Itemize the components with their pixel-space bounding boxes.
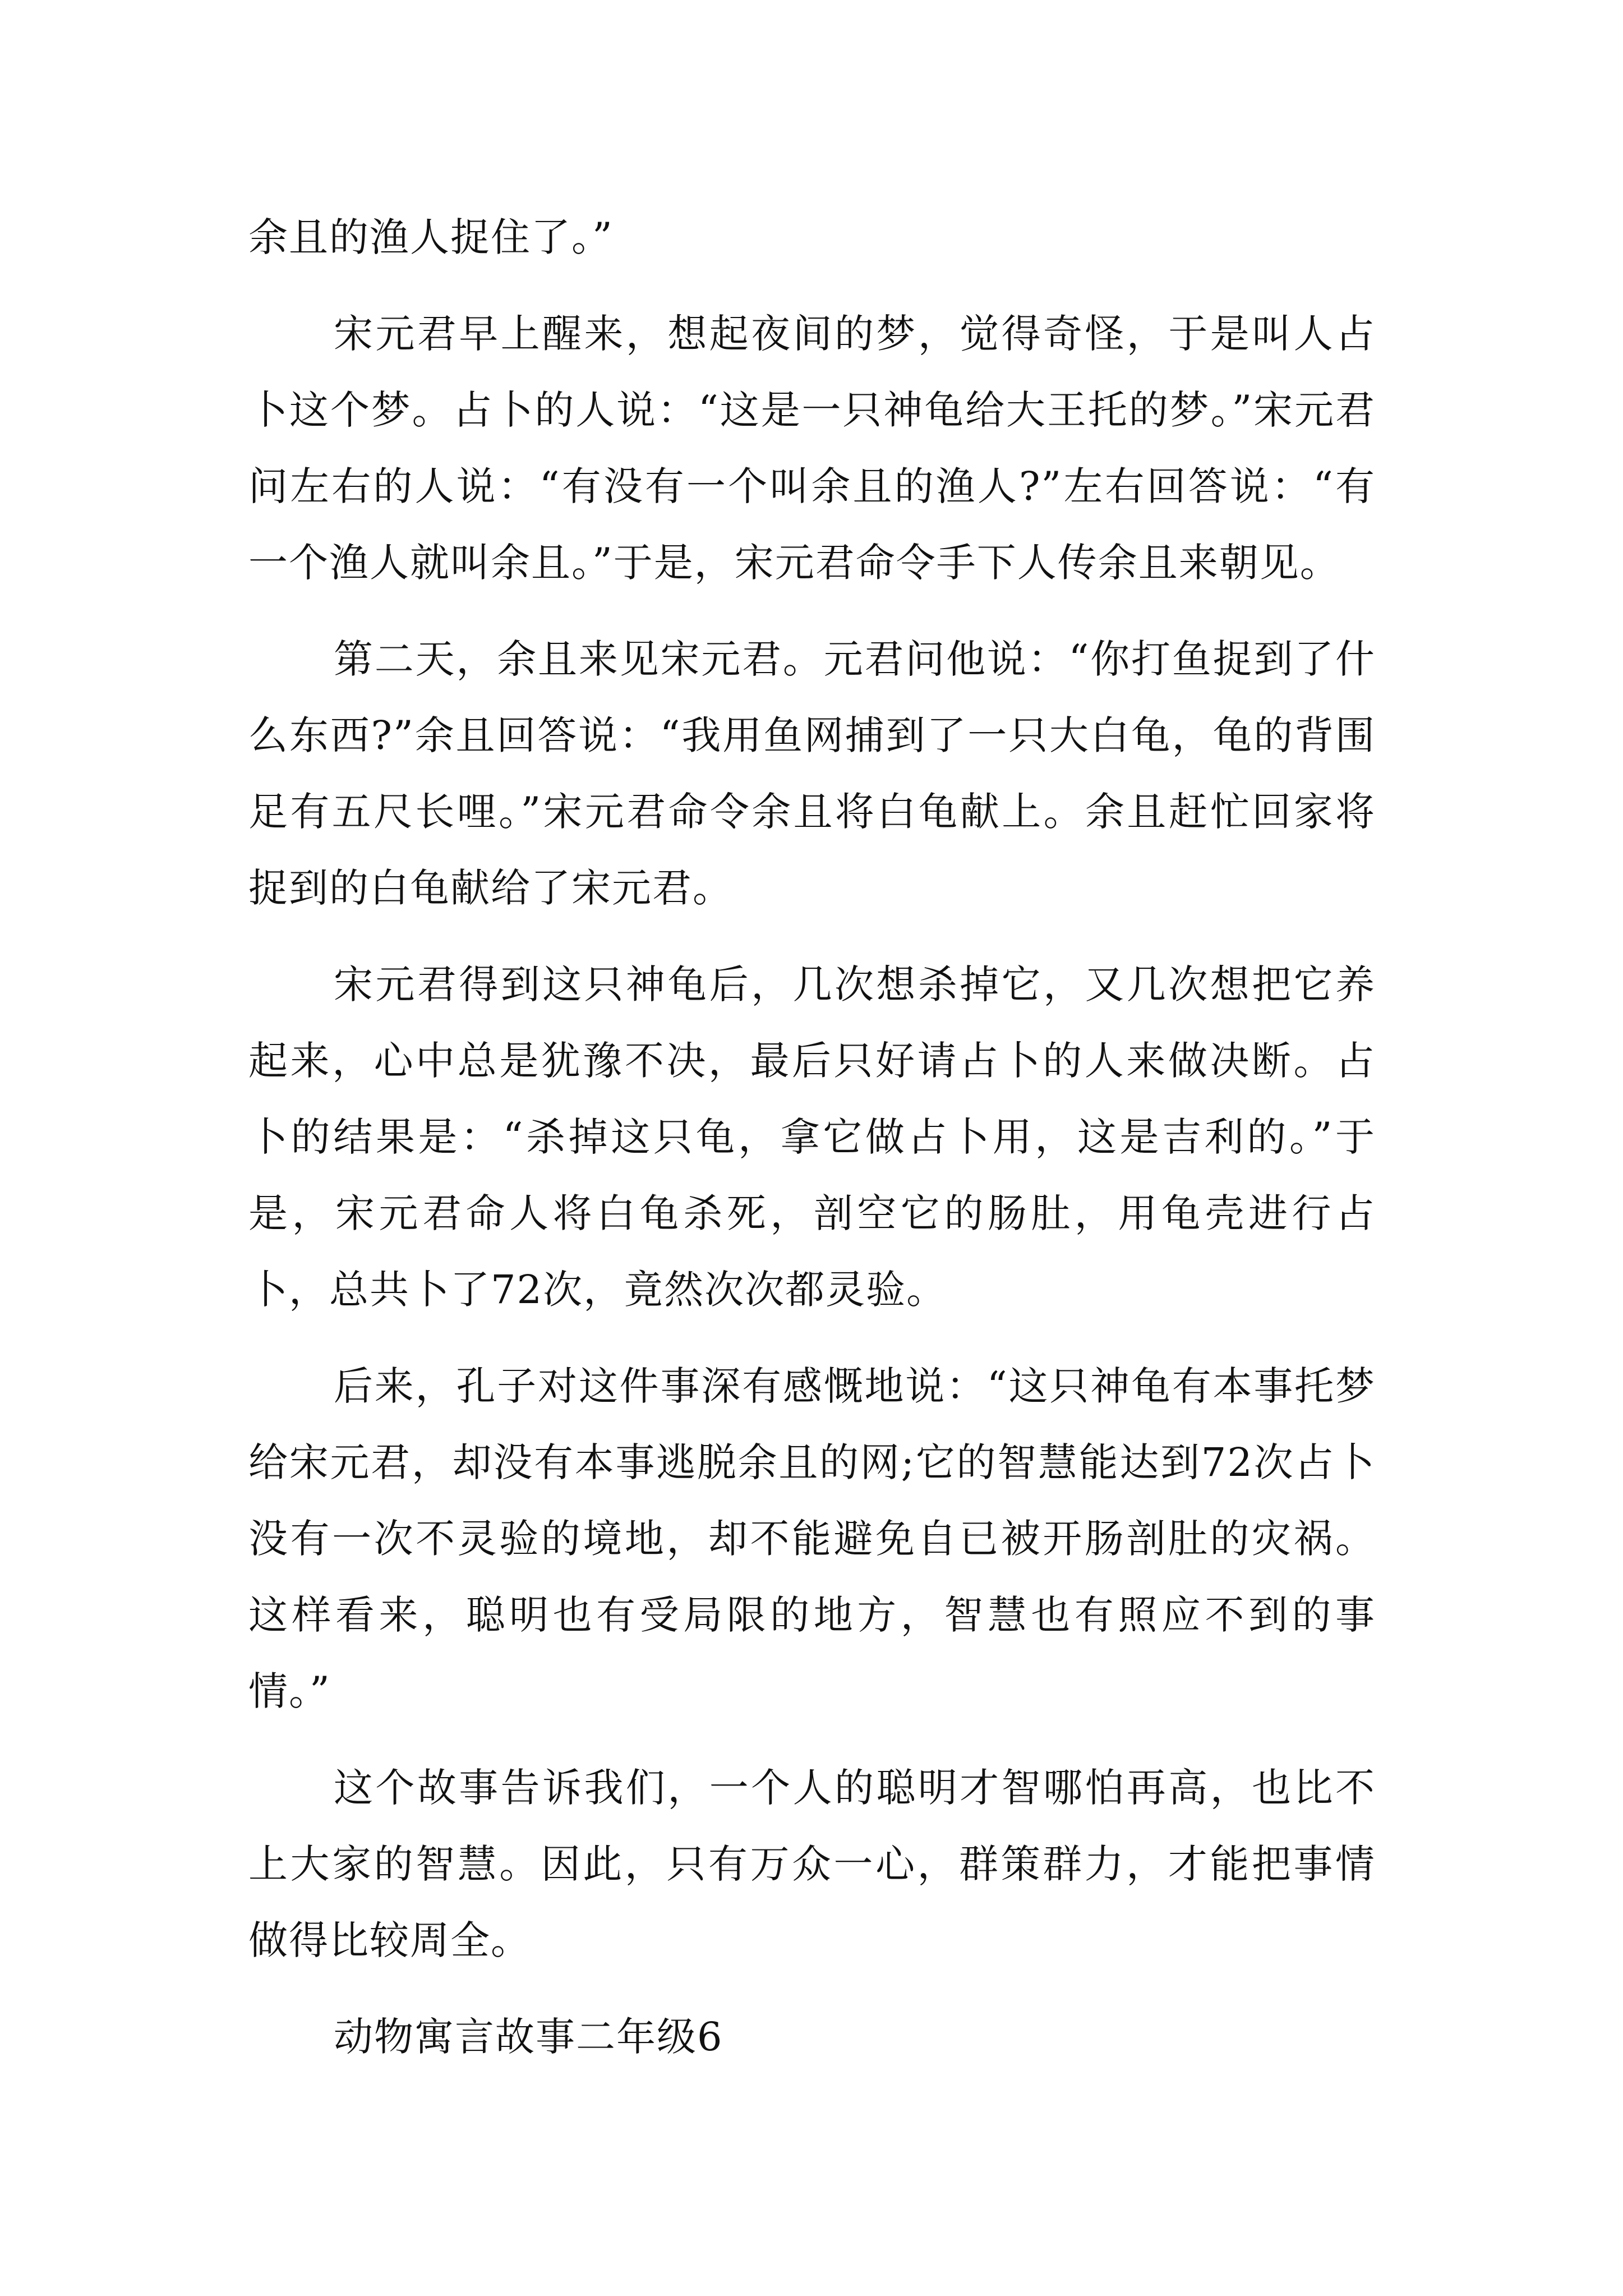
paragraph-1: 余且的渔人捉住了。” — [248, 214, 614, 260]
paragraph-5: 后来，孔子对这件事深有感慨地说：“这只神龟有本事托梦给宋元君，却没有本事逃脱余且的网;它的智慧能达到72次占卜没有一次不灵验的境地，却不能避免自已被开肠剖肚的灾祸。这样看来，聪明也有受局限的地方，智慧也有照应不到的事情。” — [248, 1363, 1376, 1714]
paragraph-6: 这个故事告诉我们，一个人的聪明才智哪怕再高，也比不上大家的智慧。因此，只有万众一心，群策群力，才能把事情做得比较周全。 — [248, 1765, 1376, 1963]
paragraph-3: 第二天，余且来见宋元君。元君问他说：“你打鱼捉到了什么东西?”余且回答说：“我用鱼网捕到了一只大白龟，龟的背围足有五尺长哩。”宋元君命令余且将白龟献上。余且赶忙回家将捉到的白龟献给了宋元君。 — [248, 636, 1376, 911]
document-body — [248, 199, 1376, 2095]
section-heading: 动物寓言故事二年级6 — [334, 2014, 723, 2060]
paragraph-2: 宋元君早上醒来，想起夜间的梦，觉得奇怪，于是叫人占卜这个梦。占卜的人说：“这是一只神龟给大王托的梦。”宋元君问左右的人说：“有没有一个叫余且的渔人?”左右回答说：“有一个渔人就叫余且。”于是，宋元君命令手下人传余且来朝见。 — [248, 311, 1376, 586]
paragraph-4: 宋元君得到这只神龟后，几次想杀掉它，又几次想把它养起来，心中总是犹豫不决，最后只好请占卜的人来做决断。占卜的结果是：“杀掉这只龟，拿它做占卜用，这是吉利的。”于是，宋元君命人将白龟杀死，剖空它的肠肚，用龟壳进行占卜，总共卜了72次，竟然次次都灵验。 — [248, 961, 1376, 1313]
